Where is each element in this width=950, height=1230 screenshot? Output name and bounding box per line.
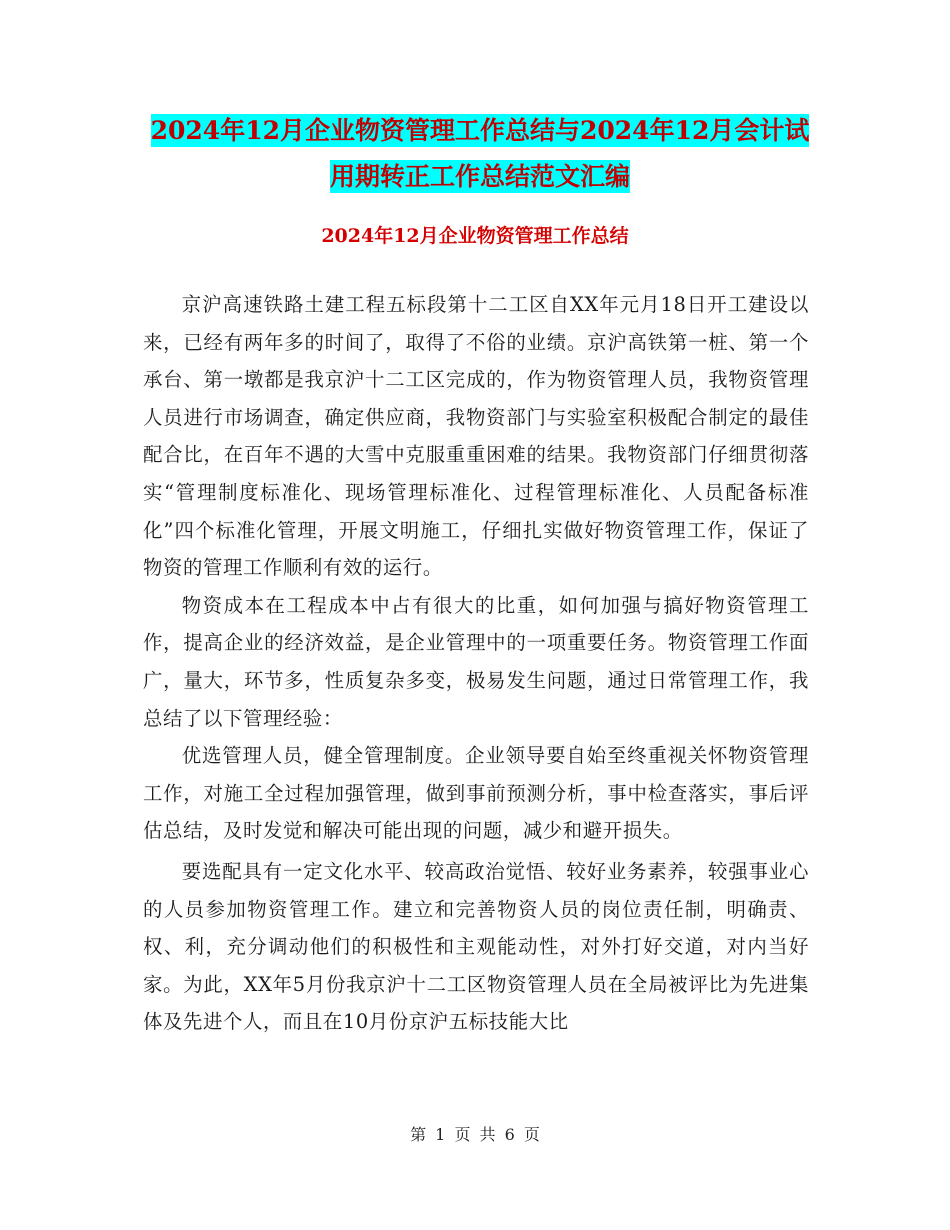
paragraph: 要选配具有一定文化水平、较高政治觉悟、较好业务素养，较强事业心的人员参加物资管理工作。建立和完善物资人员的岗位责任制，明确责、权、利，充分调动他们的积极性和主观能动性，对外打好交道，对内当好家。为此，XX年5月份我京沪十二工区物资管理人员在全局被评比为先进集体及先进个人，而且在10月份京沪五标技能大比 xyxy=(143,859,809,1034)
section-title: 2024年12月企业物资管理工作总结 xyxy=(321,225,629,247)
document-title xyxy=(140,108,820,200)
paragraph: 京沪高速铁路土建工程五标段第十二工区自XX年元月18日开工建设以来，已经有两年多的时间了，取得了不俗的业绩。京沪高铁第一桩、第一个承台、第一墩都是我京沪十二工区完成的，作为物资管理人员，我物资管理人员进行市场调查，确定供应商，我物资部门与实验室积极配合制定的最佳配合比，在百年不遇的大雪中克服重重困难的结果。我物资部门仔细贯彻落实“管理制度标准化、现场管理标准化、过程管理标准化、人员配备标准化”四个标准化管理，开展文明施工，仔细扎实做好物资管理工作，保证了物资的管理工作顺利有效的运行。 xyxy=(143,293,809,580)
page-number-footer: 第 1 页 共 6 页 xyxy=(410,1125,540,1144)
document-title-text: 2024年12月企业物资管理工作总结与2024年12月会计试用期转正工作总结范文汇编 xyxy=(150,116,810,191)
paragraph: 优选管理人员，健全管理制度。企业领导要自始至终重视关怀物资管理工作，对施工全过程加强管理，做到事前预测分析，事中检查落实，事后评估总结，及时发觉和解决可能出现的问题，减少和避开损失。 xyxy=(143,744,809,843)
document-body xyxy=(143,286,809,1041)
paragraph: 物资成本在工程成本中占有很大的比重，如何加强与搞好物资管理工作，提高企业的经济效益，是企业管理中的一项重要任务。物资管理工作面广，量大，环节多，性质复杂多变，极易发生问题，通过日常管理工作，我总结了以下管理经验： xyxy=(143,593,809,730)
